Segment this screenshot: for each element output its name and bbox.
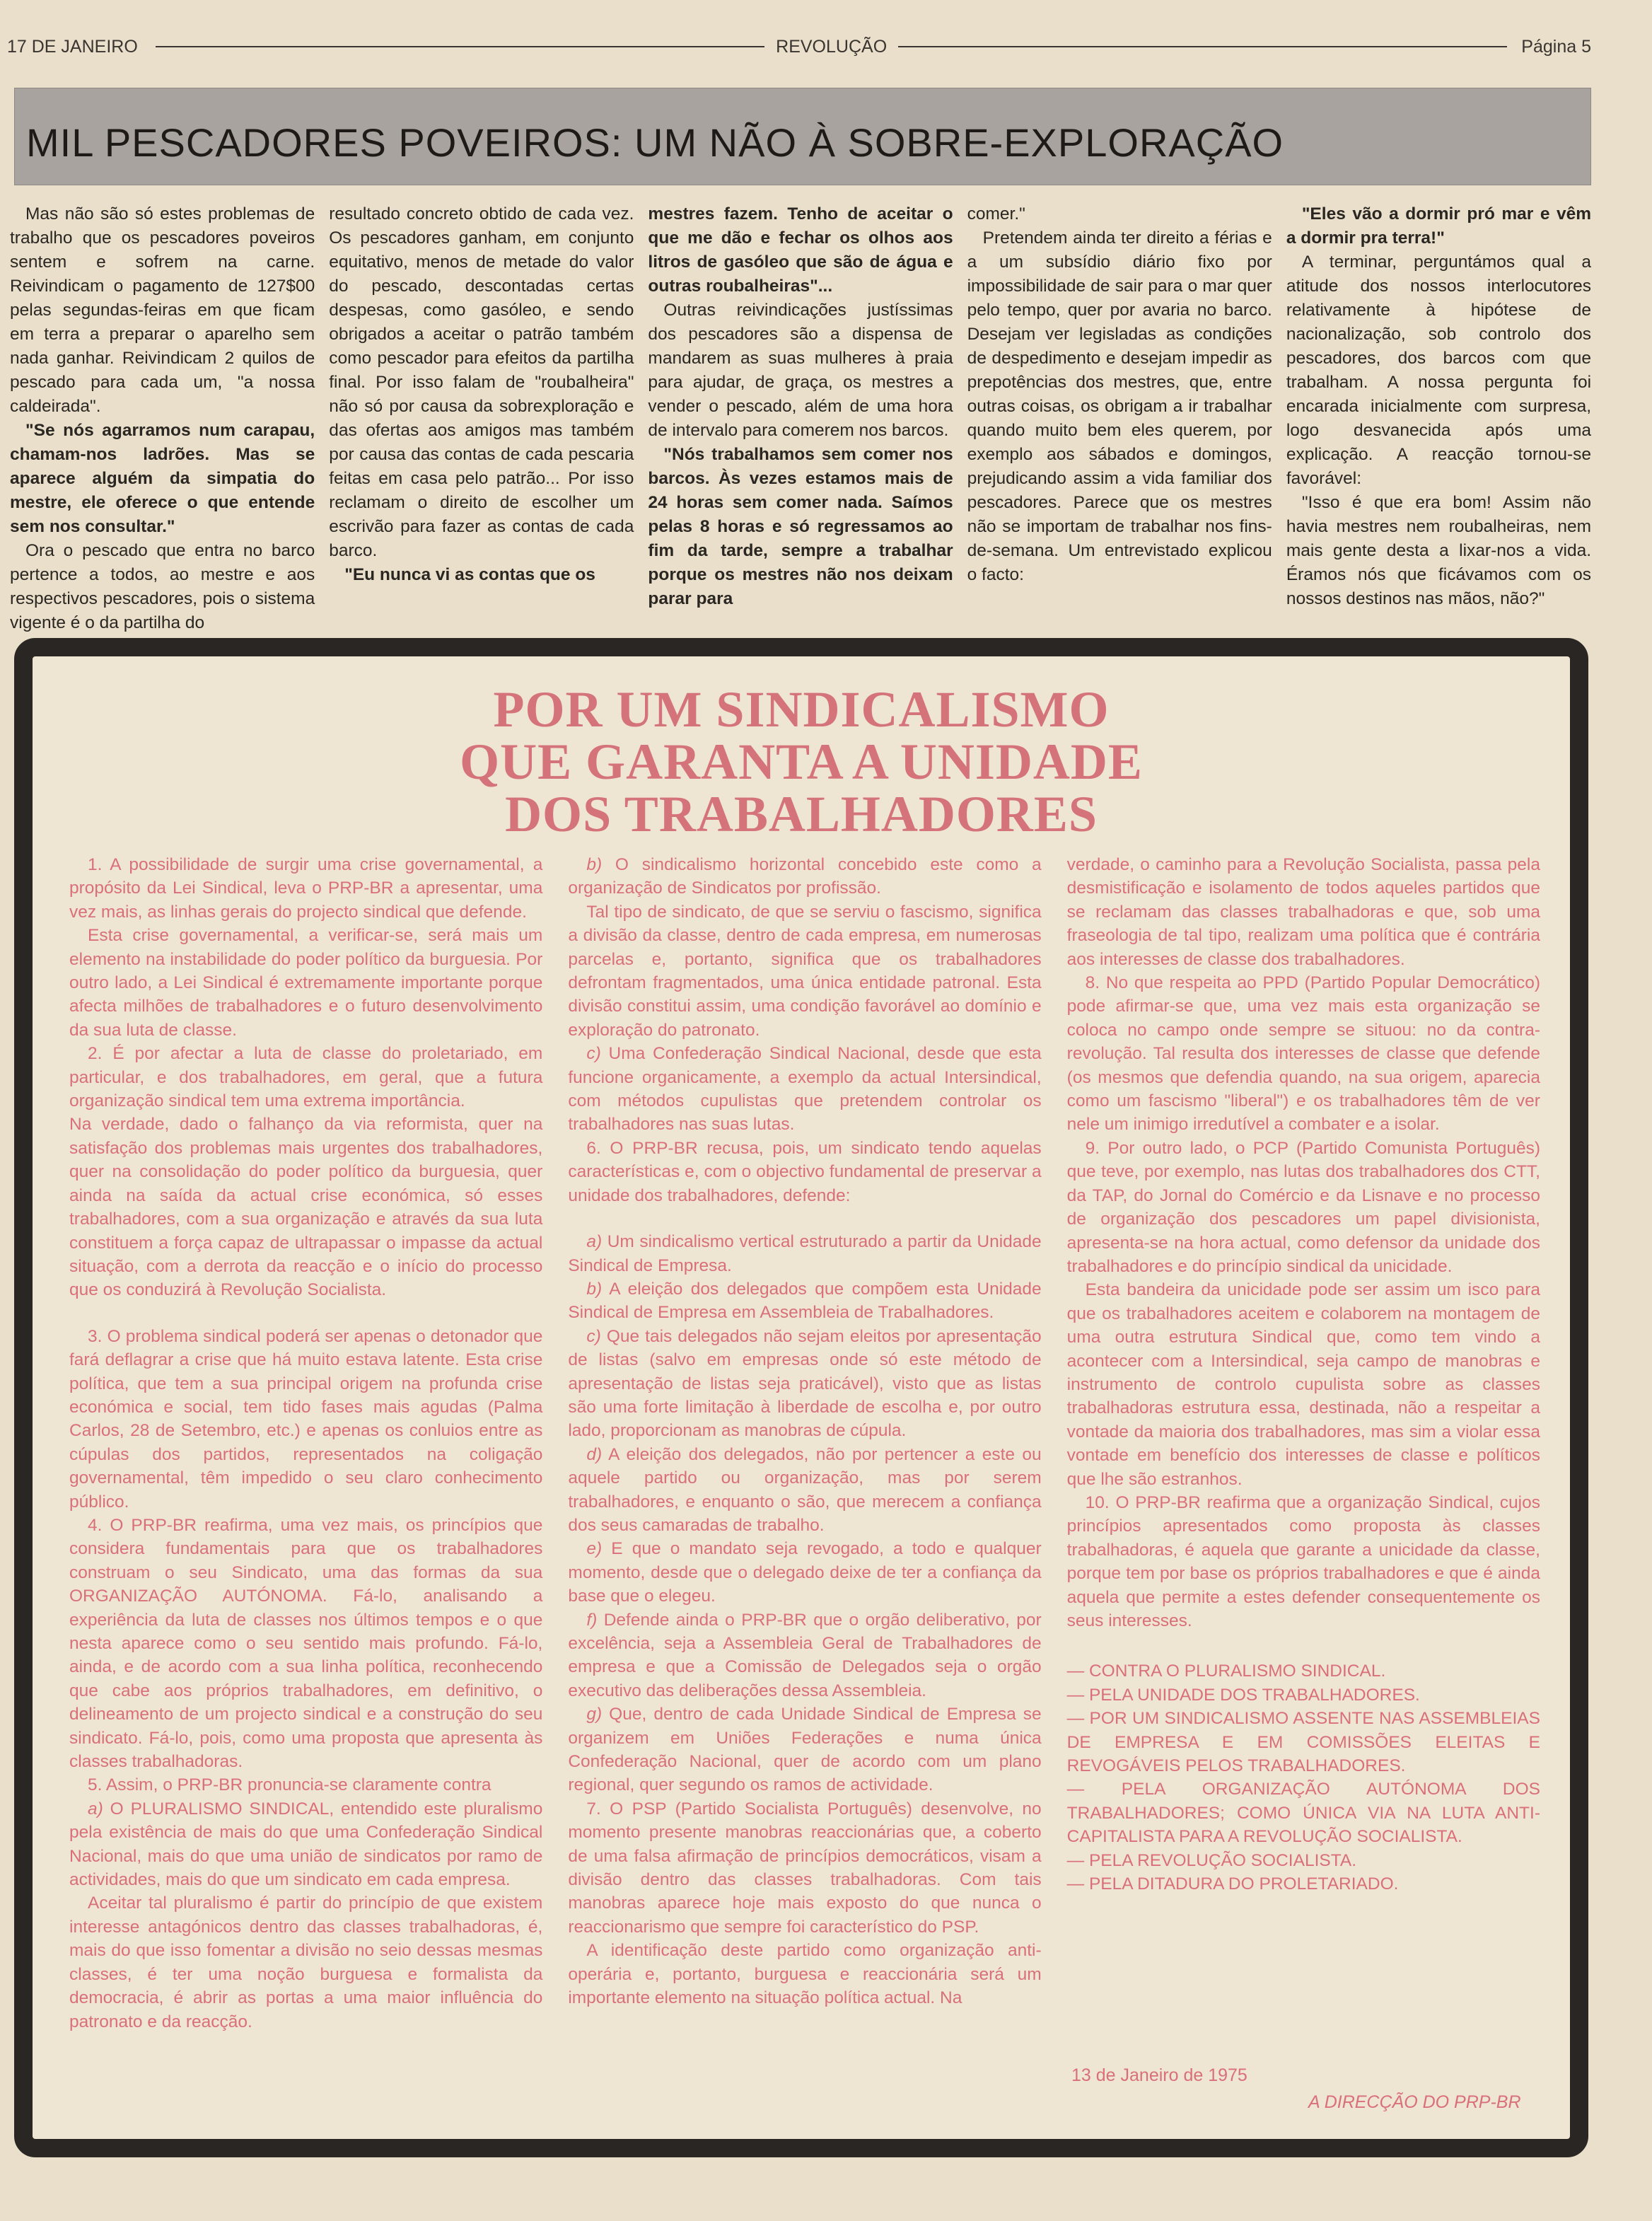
article-quote: "Se nós agarramos num carapau, chamam-nos ladrões. Mas se aparece alguém da simpatia do mestre, ele oferece o que entende sem nos consultar." xyxy=(10,421,315,536)
manifesto-paragraph: 1. A possibilidade de surgir uma crise governamental, a propósito da Lei Sindical, leva o PRP-BR a apresentar, uma vez mais, as linhas gerais do projecto sindical que defende. xyxy=(69,855,543,922)
article-column-5 xyxy=(1286,202,1591,627)
manifesto-columns xyxy=(69,853,1540,2048)
slogan: — PELA UNIDADE DOS TRABALHADORES. xyxy=(1066,1685,1420,1705)
manifesto-paragraph: Na verdade, dado o falhanço da via reformista, quer na satisfação dos problemas mais urgentes dos trabalhadores, quer na consolidação do poder político da burguesia, quer ainda na saída da actual crise económica, só esses trabalhadores, com a sua organização e através da sua luta constituem a força capaz de ultrapassar o impasse da actual situação, com a derrota da reacção e o início do processo que os conduzirá à Revolução Socialista. xyxy=(69,1115,543,1300)
article-quote: "Eu nunca vi as contas que os xyxy=(344,565,595,584)
manifesto-paragraph: 10. O PRP-BR reafirma que a organização Sindical, cujos princípios apresentados como proposta às classes trabalhadoras, é aquela que garante a unicidade da classe, porque tem por base os próprios trabalhadores e que é ainda aquela que permite a estes defender consequentemente os seus interesses. xyxy=(1066,1492,1540,1630)
manifesto-title-line: QUE GARANTA A UNIDADE xyxy=(460,733,1143,790)
manifesto-paragraph: Aceitar tal pluralismo é partir do princípio de que existem interesse antagónicos dentro das classes trabalhadoras, é, mais do que isso fomentar a divisão no seio dessas mesmas classes, é ter uma noção burguesa e formalista da democracia, é abrir as portas a uma maior influência do patronato e da reacção. xyxy=(69,1894,543,2031)
newspaper-name: REVOLUÇÃO xyxy=(776,36,888,57)
header-rule-right xyxy=(898,46,1507,47)
article-paragraph: Mas não são só estes problemas de trabalho que os pescadores poveiros sentem e sofrem na carne. Reivindicam o pagamento de 127$00 pelas segundas-feiras em que ficam em terra a preparar o aparelho sem nada ganhar. Reivindicam 2 quilos de pescado para cada um, "a nossa caldeirada". xyxy=(10,204,315,416)
manifesto-paragraph: 9. Por outro lado, o PCP (Partido Comunista Português) que teve, por exemplo, nas lutas dos trabalhadores dos CTT, da TAP, do Jornal do Comércio e da Lisnave e no processo de organização dos pescadores um papel divisionista, apresenta-se na hora actual, como defensor da unidade dos trabalhadores e do princípio sindical da unicidade. xyxy=(1066,1138,1540,1276)
manifesto-paragraph: g) Que, dentro de cada Unidade Sindical de Empresa se organizem em Uniões Federações e numa única Confederação Nacional, quer de acordo com um plano regional, quer segundo os ramos de actividade. xyxy=(568,1705,1042,1795)
slogan: — CONTRA O PLURALISMO SINDICAL. xyxy=(1066,1662,1386,1681)
manifesto-paragraph: 7. O PSP (Partido Socialista Português) desenvolve, no momento presente manobras reaccionárias que, a coberto de uma falsa afirmação de princípios democráticos, visam a divisão dentro das classes trabalhadoras. Com tais manobras aparece hoje mais exposto do que nunca o reaccionarismo que sempre foi característico do PSP. xyxy=(568,1799,1042,1937)
article-quote: mestres fazem. Tenho de aceitar o que me dão e fechar os olhos aos litros de gasóleo que são de água e outras roubalheiras"... xyxy=(648,204,953,296)
manifesto-paragraph: 5. Assim, o PRP-BR pronuncia-se claramente contra xyxy=(88,1775,491,1795)
article-paragraph: comer." xyxy=(967,204,1025,224)
article-quote: "Eles vão a dormir pró mar e vêm a dormir pra terra!" xyxy=(1286,204,1592,248)
manifesto-paragraph: Tal tipo de sindicato, de que se serviu o fascismo, significa a divisão da classe, dentro de cada empresa, em numerosas parcelas e, portanto, significa que os trabalhadores defrontam fragmentados, uma única entidade patronal. Esta divisão constitui assim, uma condição favorável ao domínio e exploração do patronato. xyxy=(568,902,1042,1040)
manifesto-paragraph: 8. No que respeita ao PPD (Partido Popular Democrático) pode afirmar-se que, uma vez mais esta organização se coloca no campo onde sempre se situou: no da contra-revolução. Tal resulta dos interesses de classe que defende (os mesmos que defendia quando, na sua origem, aparecia como um fascismo "liberal") e os trabalhadores têm de ver nele um inimigo irredutível a combater e a isolar. xyxy=(1066,973,1540,1135)
manifesto-paragraph: verdade, o caminho para a Revolução Socialista, passa pela desmistificação e isolamento de todos aqueles partidos que se reclamam das classes trabalhadoras e que, sob uma fraseologia de tal tipo, realizam uma política que é contrária aos interesses de classe dos trabalhadores. xyxy=(1066,855,1540,969)
article-column-1 xyxy=(10,202,315,632)
article-paragraph: Outras reivindicações justíssimas dos pescadores são a dispensa de mandarem as suas mulheres à praia para ajudar, de graça, os mestres a vender o pescado, além de uma hora de intervalo para comerem nos barcos. xyxy=(648,301,953,440)
article-headline: MIL PESCADORES POVEIROS: UM NÃO À SOBRE-EXPLORAÇÃO xyxy=(26,120,1284,165)
slogan: — PELA DITADURA DO PROLETARIADO. xyxy=(1066,1874,1399,1894)
manifesto-date: 13 de Janeiro de 1975 xyxy=(1071,2065,1247,2085)
article-headline-bar xyxy=(14,88,1591,185)
manifesto-paragraph: b) O sindicalismo horizontal concebido este como a organização de Sindicatos por profissão. xyxy=(568,855,1042,898)
manifesto-paragraph: a) O PLURALISMO SINDICAL, entendido este pluralismo pela existência de mais do que uma Confederação Sindical Nacional, mais do que uma união de sindicatos por ramo de actividades, mais do que um sindicato em cada empresa. xyxy=(69,1799,543,1890)
manifesto-paragraph: Esta bandeira da unicidade pode ser assim um isco para que os trabalhadores aceitem e colaborem na montagem de uma outra estrutura Sindical que, como tem vindo a acontecer com a Intersindical, seja campo de manobras e instrumento de controlo cupulista sobre as classes trabalhadoras estrutura essa, destinada, não a respeitar a vontade da maioria dos trabalhadores, mas sim a violar essa vontade em benefício dos interesses de classe e políticos que lhe são estranhos. xyxy=(1066,1280,1540,1489)
article-quote: "Nós trabalhamos sem comer nos barcos. Às vezes estamos mais de 24 horas sem comer nada. Saímos pelas 8 horas e só regressamos ao fim da tarde, sempre a trabalhar porque os mestres não nos deixam parar para xyxy=(648,445,953,608)
article-paragraph: Ora o pescado que entra no barco pertence a todos, ao mestre e aos respectivos pescadores, pois o sistema vigente é o da partilha do xyxy=(10,541,315,632)
manifesto-paragraph: c) Que tais delegados não sejam eleitos por apresentação de listas (salvo em empresas onde só este método de apresentação de listas seja praticável), visto que as listas são uma forte limitação à liberdade de escolha e, por outro lado, proporcionam as manobras de cúpula. xyxy=(568,1326,1042,1441)
article-paragraph: Pretendem ainda ter direito a férias e a um subsídio diário fixo por impossibilidade de sair para o mar quer pelo tempo, quer por avaria no barco. Desejam ver legisladas as condições de despedimento e desejam impedir as prepotências dos mestres, que, entre outras coisas, os obrigam a ir trabalhar quando muito bem eles querem, por exemplo aos sábados e domingos, prejudicando assim a vida familiar dos pescadores. Parece que os mestres não se importam de trabalhar nos fins-de-semana. Um entrevistado explicou o facto: xyxy=(967,228,1272,584)
article-column-4 xyxy=(967,202,1272,627)
manifesto-paragraph: f) Defende ainda o PRP-BR que o orgão deliberativo, por excelência, seja a Assembleia Geral de Trabalhadores de empresa e que a Comissão de Delegados seja o orgão executivo das deliberações dessa Assembleia. xyxy=(568,1610,1042,1700)
article-paragraph: resultado concreto obtido de cada vez. Os pescadores ganham, em conjunto equitativo, menos de metade do valor do pescado, descontadas certas despesas, como gasóleo, e sendo obrigados a aceitar o patrão também como pescador para efeitos da partilha final. Por isso falam de "roubalheira" não só por causa da sobrexploração e das ofertas aos amigos mas também por causa das contas de cada pescaria feitas em casa pelo patrão... Por isso reclamam o direito de escolher um escrivão para fazer as contas de cada barco. xyxy=(329,204,634,560)
slogan: — POR UM SINDICALISMO ASSENTE NAS ASSEMBLEIAS DE EMPRESA E EM COMISSÕES ELEITAS E REVOGÁVEIS PELOS TRABALHADORES. xyxy=(1066,1709,1540,1776)
slogan: — PELA ORGANIZAÇÃO AUTÓNOMA DOS TRABALHADORES; COMO ÚNICA VIA NA LUTA ANTI-CAPITALISTA PARA A REVOLUÇÃO SOCIALISTA. xyxy=(1066,1780,1540,1847)
manifesto-paragraph: b) A eleição dos delegados que compõem esta Unidade Sindical de Empresa em Assembleia de Trabalhadores. xyxy=(568,1279,1042,1323)
article-column-2 xyxy=(329,202,634,627)
manifesto-title-line: DOS TRABALHADORES xyxy=(505,786,1098,842)
manifesto-paragraph: e) E que o mandato seja revogado, a todo e qualquer momento, desde que o delegado deixe de ter a confiança da base que o elegeu. xyxy=(568,1539,1042,1606)
manifesto-paragraph: A identificação deste partido como organização anti-operária e, portanto, burguesa e reaccionária será um importante elemento na situação política actual. Na xyxy=(568,1941,1042,2008)
article-body xyxy=(10,202,1592,632)
manifesto-paragraph: 3. O problema sindical poderá ser apenas o detonador que fará deflagrar a crise que há muito estava latente. Esta crise política, que tem a sua principal origem na profunda crise económica e social, tem tido fases mais agudas (Palma Carlos, 28 de Setembro, etc.) e apenas os conluios entre as cúpulas dos partidos, representados na coligação governamental, têm impedido o seu claro conhecimento público. xyxy=(69,1326,543,1512)
header-rule-left xyxy=(156,46,764,47)
slogan: — PELA REVOLUÇÃO SOCIALISTA. xyxy=(1066,1850,1357,1870)
slogan-list xyxy=(1067,1659,1540,1896)
manifesto-paragraph: a) Um sindicalismo vertical estruturado a partir da Unidade Sindical de Empresa. xyxy=(568,1232,1042,1275)
manifesto-column-2 xyxy=(568,853,1041,2048)
article-quote: "Isso é que era bom! Assim não havia mestres nem roubalheiras, nem mais gente desta a lixar-nos a vida. Éramos nós que ficávamos com os nossos destinos nas mãos, não?" xyxy=(1286,493,1592,608)
manifesto-paragraph: d) A eleição dos delegados, não por pertencer a este ou aquele partido ou organização, mas por serem trabalhadores, e enquanto o são, que merecem a confiança dos seus camaradas de trabalho. xyxy=(568,1444,1042,1535)
page-header xyxy=(7,33,1591,61)
manifesto-paragraph: c) Uma Confederação Sindical Nacional, desde que esta funcione organicamente, a exemplo da actual Intersindical, com métodos cupulistas que pretendem controlar os trabalhadores nas suas lutas. xyxy=(568,1044,1042,1135)
manifesto-column-3 xyxy=(1067,853,1540,2048)
manifesto-signature: A DIRECÇÃO DO PRP-BR xyxy=(1308,2092,1521,2112)
manifesto-paragraph: Esta crise governamental, a verificar-se, será mais um elemento na instabilidade do poder político da burguesia. Por outro lado, a Lei Sindical é extremamente importante porque afecta milhões de trabalhadores e o futuro desenvolvimento da sua luta de classe. xyxy=(69,926,543,1040)
article-paragraph: A terminar, perguntámos qual a atitude dos nossos interlocutores relativamente à hipótese de nacionalização, sob controlo dos pescadores, dos barcos com que trabalham. A nossa pergunta foi encarada inicialmente com surpresa, logo desvanecida após uma explicação. A reacção tornou-se favorável: xyxy=(1286,253,1592,488)
manifesto-title-line: POR UM SINDICALISMO xyxy=(493,681,1110,738)
manifesto-paragraph: 6. O PRP-BR recusa, pois, um sindicato tendo aquelas características e, com o objectivo fundamental de preservar a unidade dos trabalhadores, defende: xyxy=(568,1138,1042,1205)
manifesto-box xyxy=(14,638,1588,2157)
page-number: Página 5 xyxy=(1521,36,1591,57)
manifesto-paragraph: 2. É por afectar a luta de classe do proletariado, em particular, e dos trabalhadores, em geral, que a futura organização sindical tem uma extrema importância. xyxy=(69,1044,543,1111)
issue-date: 17 DE JANEIRO xyxy=(7,36,138,57)
manifesto-column-1 xyxy=(69,853,542,2048)
manifesto-paragraph: 4. O PRP-BR reafirma, uma vez mais, os princípios que considera fundamentais para que os trabalhadores construam o seu Sindicato, uma das formas da sua ORGANIZAÇÃO AUTÓNOMA. Fá-lo, analisando a experiência da luta de classes nos últimos tempos e o que nesta aparece como o seu sentido mais profundo. Fá-lo, ainda, e de acordo com a sua linha política, reconhecendo que cabe aos próprios trabalhadores, em definitivo, o delineamento de um projecto sindical e a construção do seu sindicato. Fá-lo, pois, como uma proposta que apresenta às classes trabalhadoras. xyxy=(69,1515,543,1772)
article-column-3 xyxy=(648,202,953,627)
manifesto-title xyxy=(33,683,1570,840)
